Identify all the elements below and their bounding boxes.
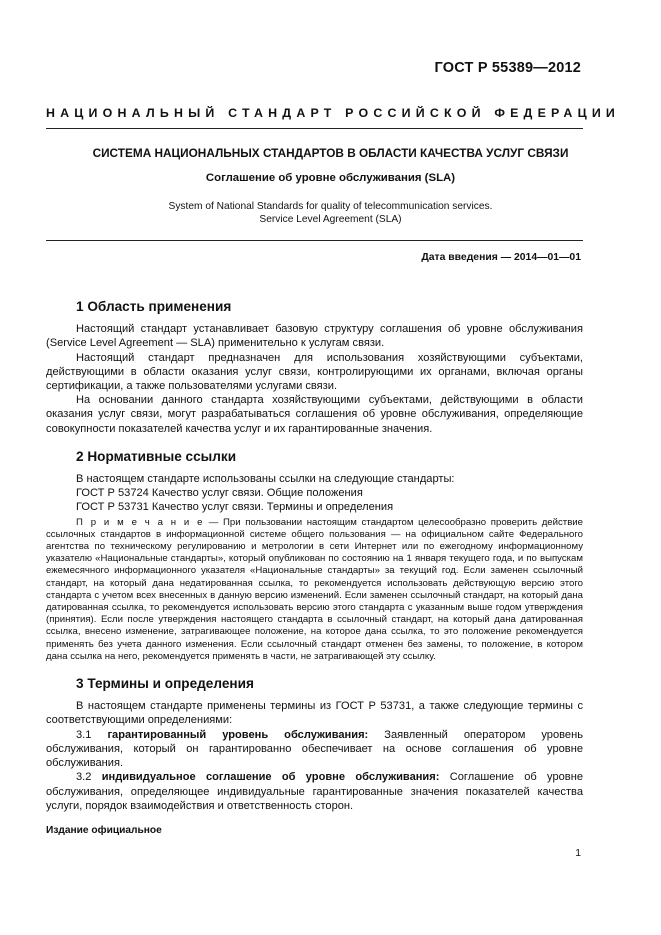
system-title: СИСТЕМА НАЦИОНАЛЬНЫХ СТАНДАРТОВ В ОБЛАСТИ КАЧЕСТВА УСЛУГ СВЯЗИ [92,146,569,160]
term-name: гарантированный уровень обслуживания: [107,728,369,741]
paragraph: В настоящем стандарте использованы ссылки на следующие стандарты: [76,473,455,486]
introduction-date: Дата введения — 2014—01—01 [421,252,581,263]
document-body [46,300,583,813]
term-name: индивидуальное соглашение об уровне обслуживания: [101,771,440,784]
top-rule [46,128,583,129]
term-definition [46,770,583,813]
page-number: 1 [575,848,581,859]
national-standard-banner: НАЦИОНАЛЬНЫЙ СТАНДАРТ РОССИЙСКОЙ ФЕДЕРАЦИИ [46,106,621,120]
section-terms [46,677,583,813]
term-number: 3.1 [76,728,92,741]
paragraph: В настоящем стандарте применены термины из ГОСТ Р 53731, а также следующие термины с соответствующими определениями: [46,700,583,727]
section-heading: 3 Термины и определения [76,676,254,692]
reference-item: ГОСТ Р 53724 Качество услуг связи. Общие положения [76,487,363,500]
paragraph: На основании данного стандарта хозяйствующими субъектами, действующими в области оказания услуг связи, могут разрабатываться соглашения об уровне обслуживания, определяющие совокупности показателей качества услуг и их гарантированные значения. [46,394,583,435]
english-title-line2: Service Level Agreement (SLA) [259,214,402,225]
official-edition-label: Издание официальное [46,825,162,836]
reference-item: ГОСТ Р 53731 Качество услуг связи. Термины и определения [76,501,394,514]
note-text: — При пользовании настоящим стандартом целесообразно проверить действие ссылочных стандартов в информационной системе общего пользования — на официальном сайте Федерального агентства по техническому регулированию и метрологии в сети Интернет или по ежегодному информационному указателю «Национальные стандарты», который опубликован по состоянию на 1 января текущего года, и по выпускам ежемесячного информационного указателя «Национальные стандарты» за текущий год. Если заменен ссылочный стандарт, на который дана недатированная ссылка, то рекомендуется использовать действующую версию этого стандарта с учетом всех внесенных в данную версию изменений. Если заменен ссылочный стандарт, на который дана датированная ссылка, то рекомендуется использовать версию этого стандарта с указанным выше годом утверждения (принятия). Если после утверждения настоящего стандарта в ссылочный стандарт, на который дана датированная ссылка, внесено изменение, затрагивающее положение, на которое дана ссылка, то это положение рекомендуется применять без учета данного изменения. Если ссылочный стандарт отменен без замены, то положение, в котором дана ссылка на него, рекомендуется применять в части, не затрагивающей эту ссылку. [46,516,583,662]
section-heading: 1 Область применения [76,299,232,314]
section-heading: 2 Нормативные ссылки [76,448,237,464]
note-label: П р и м е ч а н и е [76,516,205,528]
paragraph: Настоящий стандарт устанавливает базовую структуру соглашения об уровне обслуживания (Service Level Agreement — SLA) применительно к услугам связи. [46,323,583,350]
english-title-line1: System of National Standards for quality of telecommunication services. [168,201,493,212]
term-number: 3.2 [76,771,92,784]
standard-id: ГОСТ Р 55389—2012 [434,60,581,76]
document-subtitle: Соглашение об уровне обслуживания (SLA) [205,172,456,184]
header-rule [46,240,583,241]
term-definition [46,728,583,771]
note [46,517,583,663]
section-scope [46,300,583,436]
english-title [40,200,621,226]
paragraph: Настоящий стандарт предназначен для использования хозяйствующими субъектами, действующими в области оказания услуг связи, контролирующими их органами, включая органы сертификации, а также пользователями услугами связи. [46,351,583,393]
section-normative-references [46,450,583,663]
term-text: Заявленный оператором уровень обслуживания, который он гарантированно обеспечивает на основе соглашения об уровне обслуживания. [46,728,583,770]
term-text: Соглашение об уровне обслуживания, определяющее индивидуальные гарантированные значения показателей качества услуги, порядок взаимодействия и ответственность сторон. [46,771,583,812]
